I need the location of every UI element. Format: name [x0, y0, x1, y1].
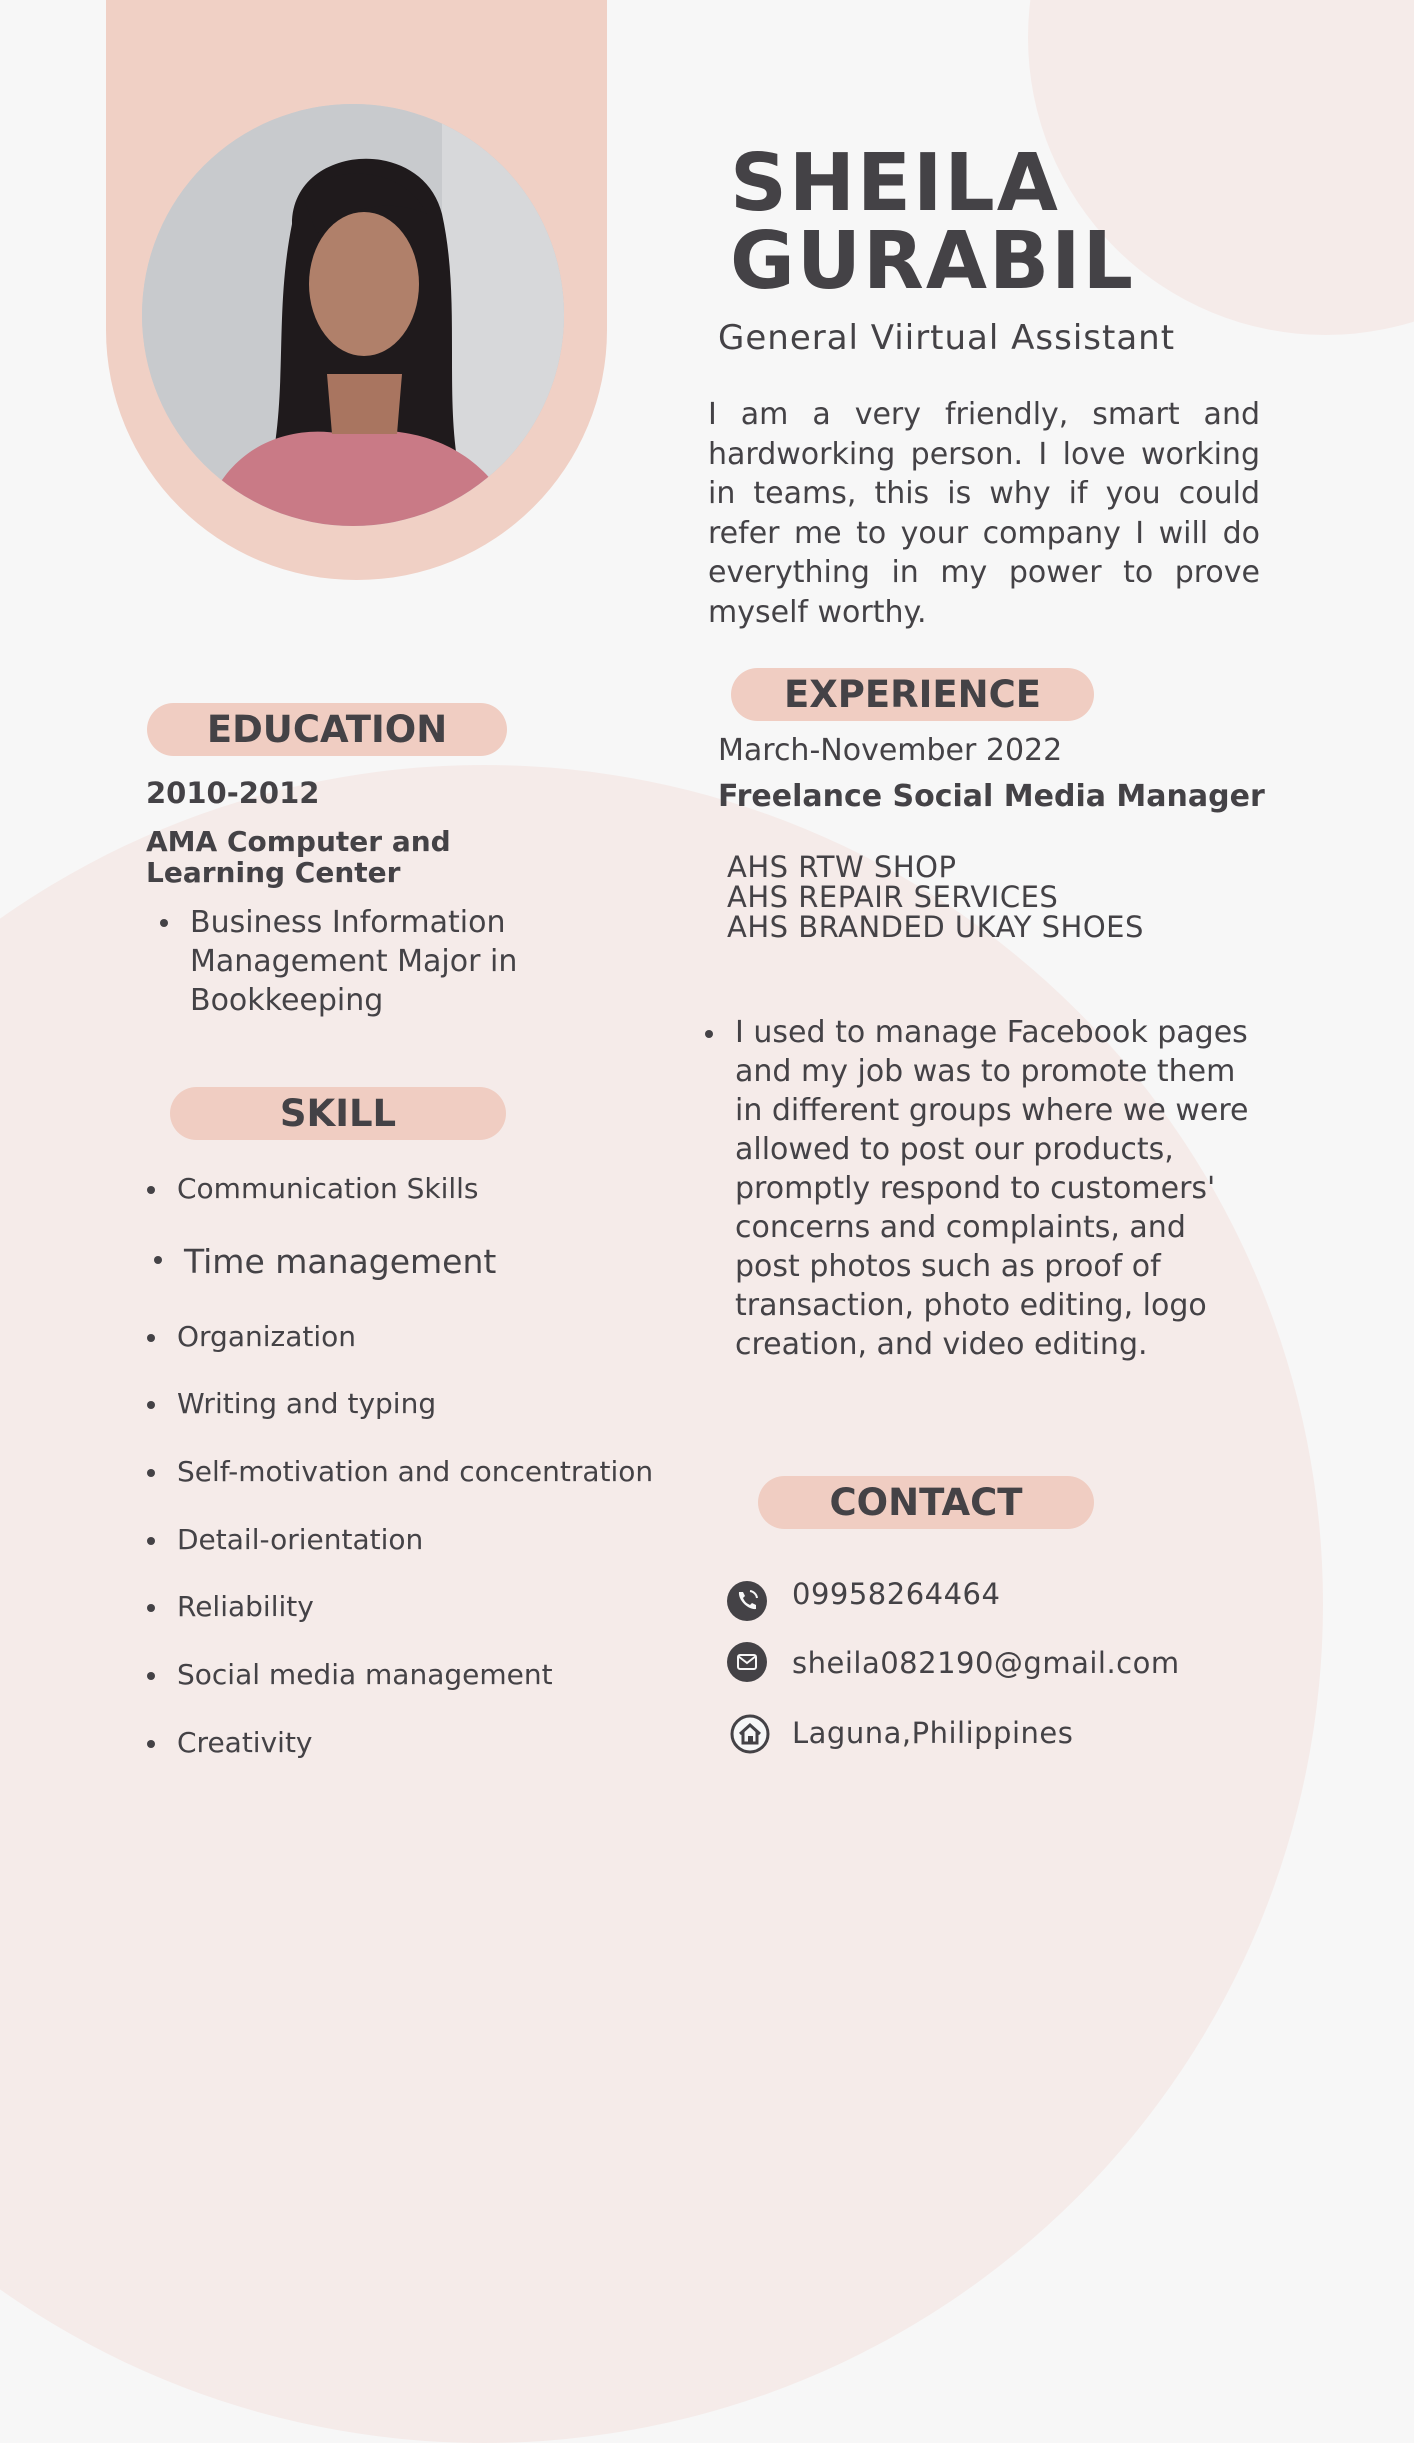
home-icon	[730, 1714, 770, 1754]
contact-heading: CONTACT	[758, 1476, 1094, 1529]
education-school: AMA Computer and Learning Center	[146, 825, 451, 889]
job-title: General Viirtual Assistant	[718, 318, 1176, 358]
skill-item: Creativity	[177, 1726, 313, 1759]
experience-title: Freelance Social Media Manager	[718, 779, 1265, 814]
experience-dates: March-November 2022	[718, 733, 1063, 768]
education-heading: EDUCATION	[147, 703, 507, 756]
experience-heading: EXPERIENCE	[731, 668, 1094, 721]
bio-paragraph: I am a very friendly, smart and hardworking person. I love working in teams, this is why if you could refer me to your company I will do everything in my power to prove myself worthy.	[708, 397, 1260, 630]
education-years: 2010-2012	[146, 776, 320, 810]
skill-item: Writing and typing	[177, 1387, 437, 1420]
experience-shop: AHS BRANDED UKAY SHOES	[727, 910, 1144, 944]
skill-item: Self-motivation and concentration	[177, 1455, 654, 1488]
contact-location: Laguna,Philippines	[792, 1716, 1074, 1750]
last-name: GURABIL	[730, 215, 1135, 307]
first-name: SHEILA	[730, 137, 1060, 229]
experience-shop: AHS REPAIR SERVICES	[727, 880, 1059, 914]
contact-phone: 09958264464	[792, 1577, 1001, 1611]
candidate-name	[730, 137, 1370, 307]
experience-description: I used to manage Facebook pages and my job was to promote them in different groups where we were allowed to post our products, promptly respond to customers' concerns and complaints, and post photos such as proof of transaction, photo editing, logo creation, and video editing.	[735, 1013, 1255, 1364]
skill-item: Reliability	[177, 1590, 314, 1623]
skill-item: Communication Skills	[177, 1172, 479, 1205]
email-icon	[727, 1642, 767, 1682]
skill-item: Detail-orientation	[177, 1523, 424, 1556]
contact-email: sheila082190@gmail.com	[792, 1646, 1180, 1680]
skill-item: Social media management	[177, 1658, 553, 1691]
experience-shop: AHS RTW SHOP	[727, 850, 957, 884]
education-degree: Business Information Management Major in Bookkeeping	[190, 903, 550, 1020]
skill-item: Organization	[177, 1320, 357, 1353]
skill-item: Time management	[184, 1242, 497, 1281]
profile-photo	[142, 104, 564, 526]
skill-heading: SKILL	[170, 1087, 506, 1140]
phone-icon	[727, 1581, 767, 1621]
